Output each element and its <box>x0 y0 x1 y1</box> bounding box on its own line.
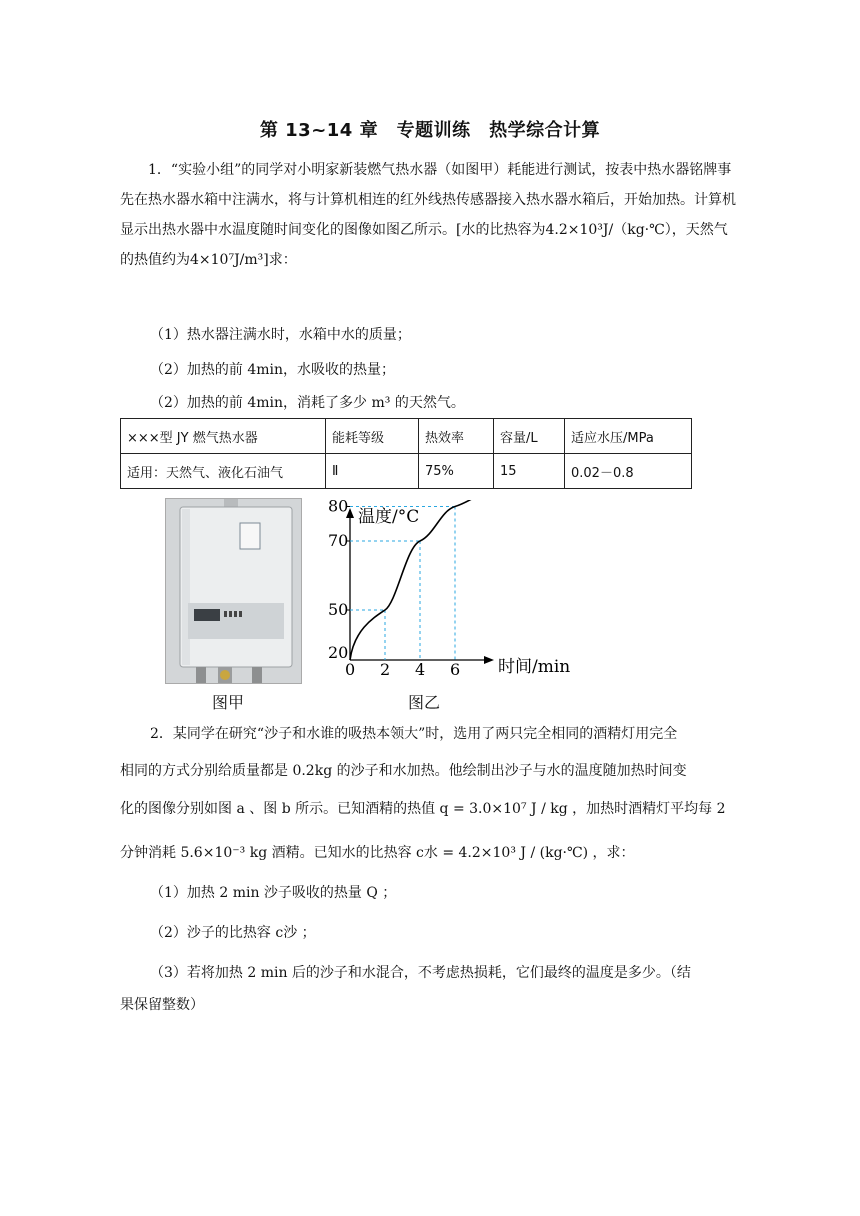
question-1-sub-2: （2）加热的前 4min，水吸收的热量； <box>150 362 396 378</box>
table-cell: 热效率 <box>419 419 494 454</box>
x-axis-arrow <box>484 656 494 664</box>
table-cell: 15 <box>494 454 565 489</box>
x-tick-label: 4 <box>415 660 426 679</box>
table-cell: 适应水压/MPa <box>565 419 692 454</box>
y-tick-label: 50 <box>328 600 349 619</box>
page-title: 第 13~14 章 专题训练 热学综合计算 <box>259 120 601 141</box>
y-tick-label: 80 <box>328 500 349 516</box>
water-heater-photo <box>165 498 302 684</box>
y-tick-label: 20 <box>328 643 349 662</box>
question-2-sub-2: （2）沙子的比热容 c沙 ； <box>150 925 316 941</box>
x-tick-label: 2 <box>380 660 391 679</box>
question-1-text: 1．“实验小组”的同学对小明家新装燃气热水器（如图甲）耗能进行测试，按表中热水器铭牌事先在热水器水箱中注满水，将与计算机相连的红外线热传感器接入热水器水箱后，开始加热。计算机显示出热水器中水温度随时间变化的图像如图乙所示。[水的比热容为4.2×10³J/（kg·℃），天然气的热值约为4×10⁷J/m³]求： <box>120 162 736 268</box>
table-cell: 容量/L <box>494 419 565 454</box>
table-cell: Ⅱ <box>326 454 419 489</box>
question-2-sub-3-a: （3）若将加热 2 min 后的沙子和水混合，不考虑热损耗，它们最终的温度是多少。（结 <box>150 965 691 981</box>
temperature-time-chart <box>318 500 588 690</box>
question-2-line-4: 分钟消耗 5.6×10⁻³ kg 酒精。已知水的比热容 c水 = 4.2×10³ J / (kg·℃) ，求： <box>120 845 635 861</box>
question-2-sub-3-b: 果保留整数） <box>120 997 204 1013</box>
question-2-line-1: 2．某同学在研究“沙子和水谁的吸热本领大”时，选用了两只完全相同的酒精灯用完全 <box>150 726 678 742</box>
question-2-sub-1: （1）加热 2 min 沙子吸收的热量 Q ； <box>150 885 397 901</box>
question-1-sub-3: （2）加热的前 4min，消耗了多少 m³ 的天然气。 <box>150 395 465 411</box>
question-2-line-2: 相同的方式分别给质量都是 0.2kg 的沙子和水加热。他绘制出沙子与水的温度随加热时间变 <box>120 763 687 779</box>
x-tick-label: 0 <box>345 660 356 679</box>
table-cell: 0.02－0.8 <box>565 454 692 489</box>
y-tick-label: 70 <box>328 531 349 550</box>
figure-a-caption: 图甲 <box>212 693 245 712</box>
x-axis-label: 时间/min <box>498 657 571 677</box>
table-row <box>121 454 692 489</box>
table-cell: 适用：天然气、液化石油气 <box>121 454 326 489</box>
figure-b-caption: 图乙 <box>408 693 441 712</box>
table-cell: 75% <box>419 454 494 489</box>
table-cell: ×××型 JY 燃气热水器 <box>121 419 326 454</box>
table-row <box>121 419 692 454</box>
table-cell: 能耗等级 <box>326 419 419 454</box>
x-tick-label: 6 <box>450 660 461 679</box>
spec-table <box>120 418 692 489</box>
y-axis-label: 温度/°C <box>358 507 420 527</box>
question-2-line-3: 化的图像分别如图 a 、图 b 所示。已知酒精的热值 q = 3.0×10⁷ J / kg ，加热时酒精灯平均每 2 <box>120 801 726 817</box>
question-1-sub-1: （1）热水器注满水时，水箱中水的质量； <box>150 327 411 343</box>
